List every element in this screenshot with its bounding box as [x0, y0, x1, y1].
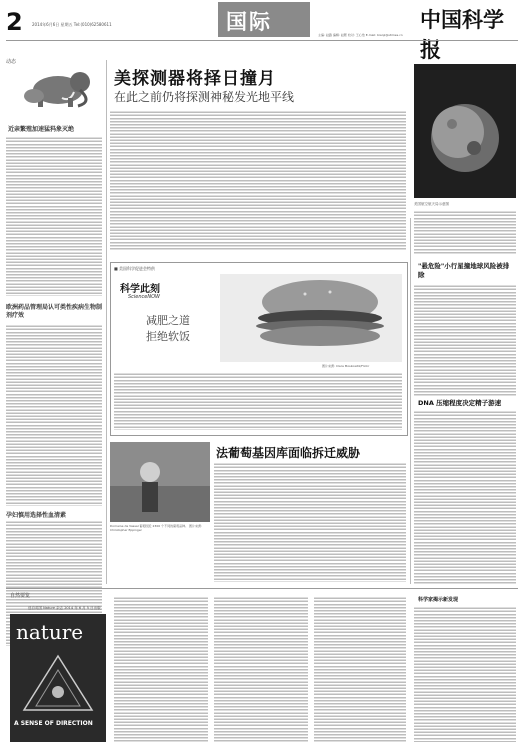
right-intro-body — [414, 210, 516, 254]
nature-cover — [10, 614, 106, 742]
nature-cover-logo: nature — [16, 620, 84, 644]
wine-headline: 法葡萄基因库面临拆迁威胁 — [216, 446, 361, 460]
nature-cover-text: A SENSE OF DIRECTION — [14, 720, 93, 727]
lunar-image-caption: 美国航空航天局示意图 — [414, 202, 449, 206]
bottom-col1 — [114, 596, 208, 742]
bottom-col2 — [214, 596, 308, 742]
asteroid-title: "悬危险"小行星撞地球风险被排除 — [418, 262, 510, 279]
nature-preview-line: 选自英国 Nature 杂志 2014 年 6 月 5 日出版 — [28, 606, 101, 610]
wine-body — [214, 462, 406, 582]
feature-body — [114, 372, 402, 430]
left-article1-body — [6, 136, 102, 296]
left-article1-title: 近亲繁殖加速猛犸象灭绝 — [8, 126, 75, 133]
feature-label: ■ 美国科学促进会特供 — [114, 266, 156, 271]
left-article3-title: 孕妇慎用选择性血清素 — [6, 512, 67, 519]
date-line: 2014年6月6日 星期五 Tel:(010)62580611 — [32, 22, 112, 27]
feature-title-2: 拒绝软饭 — [146, 330, 190, 343]
sperm-title: DNA 压缩程度决定精子游速 — [418, 399, 502, 407]
newspaper-logo: 中国科学报 — [420, 7, 504, 62]
vineyard-caption: Domaine de Vassal 葡萄园近 2300 个不同的葡萄品种。 图片来源: Christopher Eppinger — [110, 524, 203, 532]
feature-brand-en: ScienceNOW — [128, 294, 161, 300]
burger-photo — [220, 274, 402, 362]
bottom-label: 自然要览 — [10, 593, 31, 599]
feature-brand: 科学此刻 — [120, 284, 160, 295]
sperm-body — [414, 410, 516, 584]
bottom-col4 — [414, 606, 516, 742]
lead-subheadline: 在此之前仍将探测神秘发光地平线 — [114, 90, 295, 104]
vineyard-photo — [110, 442, 210, 522]
masthead-rule — [6, 40, 518, 41]
section-title: 国际 — [226, 10, 272, 34]
lunar-probe-image — [414, 64, 516, 198]
page-number: 2 — [6, 8, 23, 36]
lead-headline: 美探测器将择日撞月 — [114, 69, 276, 89]
lead-body — [110, 110, 406, 250]
bottom-col3 — [314, 596, 406, 742]
editor-credits: 主编: 赵路 编辑: 赵熙 校对: 王心怡 E-mail: bianji@stimes.cn — [318, 33, 403, 37]
left-article2-title: 欧洲药品管理局认可类性疾病生物制剂疗效 — [6, 304, 103, 319]
asteroid-body — [414, 284, 516, 396]
left-column — [6, 59, 103, 584]
left-article2-body — [6, 324, 102, 506]
bottom-right-title: 科学家揭示新发现 — [418, 597, 459, 603]
burger-photo-credit: 图片来源: Clara Moskowitz/Flickr — [322, 364, 370, 368]
right-column-rule — [410, 218, 411, 584]
left-column-rule — [106, 60, 107, 584]
feature-title-1: 减肥之道 — [146, 314, 190, 327]
bottom-section-rule — [6, 588, 518, 589]
mammoth-illustration — [18, 68, 98, 108]
dynamics-label: 动态 — [6, 59, 17, 65]
